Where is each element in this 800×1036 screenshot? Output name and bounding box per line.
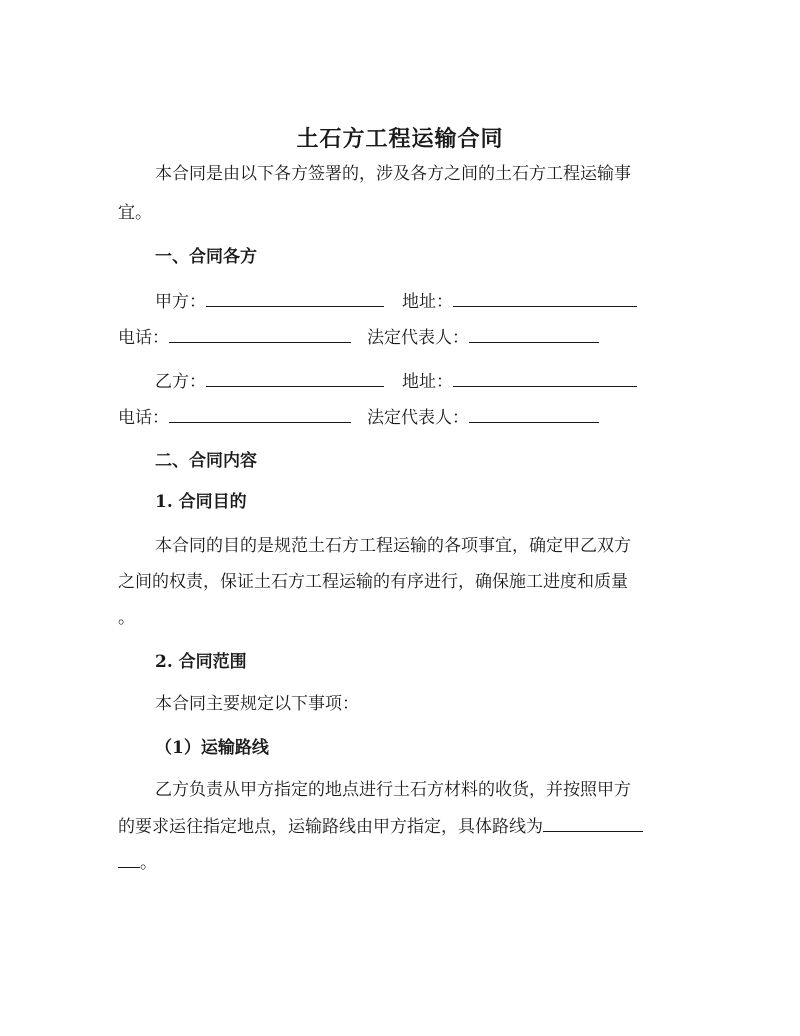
party-a-rep-blank[interactable] (469, 325, 599, 343)
party-a-rep-label: 法定代表人： (367, 328, 469, 348)
section-1-heading: 一、合同各方 (155, 247, 257, 267)
purpose-heading: 1. 合同目的 (155, 492, 247, 512)
route-line-3-end: 。 (140, 853, 157, 873)
party-b-address-label: 地址： (402, 372, 453, 392)
party-b-rep-blank[interactable] (469, 405, 599, 423)
party-a-address-blank[interactable] (453, 289, 637, 307)
route-line-2-text: 的要求运往指定地点，运输路线由甲方指定，具体路线为 (118, 817, 543, 837)
scope-heading: 2. 合同范围 (155, 652, 247, 672)
party-b-rep-label: 法定代表人： (367, 408, 469, 428)
intro-line-1: 本合同是由以下各方签署的，涉及各方之间的土石方工程运输事 (155, 164, 631, 184)
route-line-1: 乙方负责从甲方指定的地点进行土石方材料的收货，并按照甲方 (155, 780, 631, 800)
party-b-phone-label: 电话： (118, 408, 169, 428)
section-2-heading: 二、合同内容 (155, 451, 257, 471)
party-a-address-label: 地址： (402, 292, 453, 312)
route-detail-blank-continued[interactable] (118, 850, 140, 868)
intro-line-2: 宜。 (118, 203, 152, 223)
party-a-phone-blank[interactable] (169, 325, 351, 343)
party-a-phone-label: 电话： (118, 328, 169, 348)
party-a-name-blank[interactable] (206, 289, 384, 307)
party-b-address-blank[interactable] (453, 369, 637, 387)
party-b-phone-blank[interactable] (169, 405, 351, 423)
purpose-line-2: 之间的权责，保证土石方工程运输的有序进行，确保施工进度和质量 (118, 572, 628, 592)
party-b-name-blank[interactable] (206, 369, 384, 387)
route-line-3 (118, 850, 157, 875)
purpose-line-1: 本合同的目的是规范土石方工程运输的各项事宜，确定甲乙双方 (155, 536, 631, 556)
party-a-name-label: 甲方： (155, 292, 206, 312)
route-heading: （1）运输路线 (155, 738, 269, 758)
route-line-2 (118, 814, 643, 839)
document-title: 土石方工程运输合同 (296, 126, 504, 152)
party-b-name-label: 乙方： (155, 372, 206, 392)
route-detail-blank[interactable] (543, 814, 643, 832)
scope-intro: 本合同主要规定以下事项： (155, 694, 359, 714)
purpose-line-3: 。 (118, 608, 135, 628)
